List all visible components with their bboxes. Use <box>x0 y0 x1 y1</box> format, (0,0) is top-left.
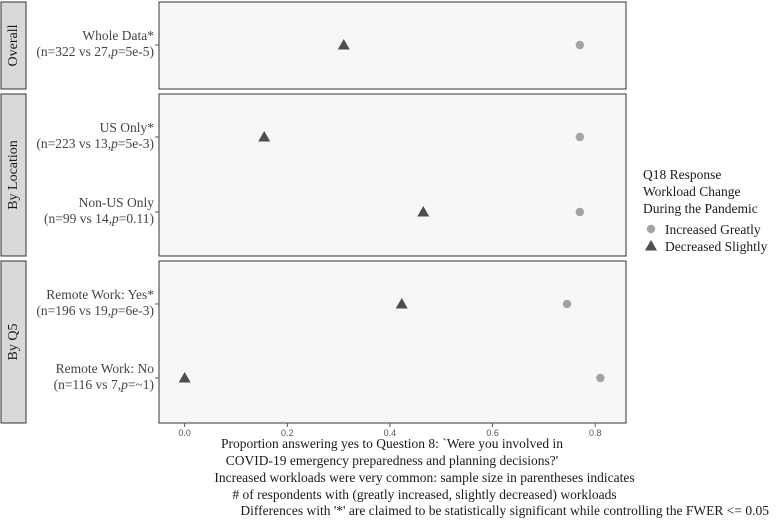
point-increased-greatly <box>576 41 584 49</box>
x-axis-label-line: COVID-19 emergency preparedness and planning decisions?' <box>225 452 559 468</box>
row-label-line2: (n=223 vs 13,p=5e-3) <box>36 136 154 151</box>
legend-title-line: Workload Change <box>643 184 741 199</box>
legend-label: Decreased Slightly <box>665 239 768 254</box>
caption-line: # of respondents with (greatly increased, slightly decreased) workloads <box>232 486 617 502</box>
row-label-line2: (n=116 vs 7,p=~1) <box>53 377 154 392</box>
facet-strip-label: By Q5 <box>6 323 21 361</box>
x-axis-label-line: Proportion answering yes to Question 8: `Were you involved in <box>221 436 563 451</box>
caption <box>0 470 777 520</box>
row-label-line1: Non-US Only <box>78 195 154 210</box>
caption-line: Differences with '*' are claimed to be statistically significant while controlling the FWER <= 0.05 <box>240 503 769 518</box>
x-tick-label: 0.8 <box>588 428 602 438</box>
legend-title-line: During the Pandemic <box>643 201 758 216</box>
point-increased-greatly <box>563 300 571 308</box>
facet-strip-label: Overall <box>6 24 21 67</box>
x-tick-label: 0.0 <box>178 428 191 438</box>
legend-title-line: Q18 Response <box>643 167 722 182</box>
legend-key-circle <box>647 225 655 233</box>
row-label-line1: Remote Work: Yes* <box>46 287 154 302</box>
caption-line: Increased workloads were very common: sample size in parentheses indicates <box>214 470 635 485</box>
x-tick-label: 0.6 <box>486 428 499 438</box>
row-label-line1: US Only* <box>99 120 154 135</box>
facet-panel <box>159 261 626 423</box>
row-label-line1: Whole Data* <box>82 28 154 43</box>
row-label-line2: (n=196 vs 19,p=6e-3) <box>36 303 154 318</box>
point-increased-greatly <box>576 208 584 216</box>
row-label-line2: (n=99 vs 14,p=0.11) <box>44 211 154 226</box>
legend-key-triangle <box>645 240 657 251</box>
x-tick-label: 0.4 <box>383 428 397 438</box>
point-increased-greatly <box>576 133 584 141</box>
facet-panel <box>159 2 626 89</box>
facet-panel <box>159 94 626 256</box>
x-axis-label <box>157 436 627 469</box>
row-label-line2: (n=322 vs 27,p=5e-5) <box>36 44 154 59</box>
facet-strip-label: By Location <box>6 140 21 210</box>
row-label-line1: Remote Work: No <box>55 361 154 376</box>
point-increased-greatly <box>596 374 604 382</box>
x-tick-label: 0.2 <box>281 428 294 438</box>
legend-label: Increased Greatly <box>665 222 761 237</box>
